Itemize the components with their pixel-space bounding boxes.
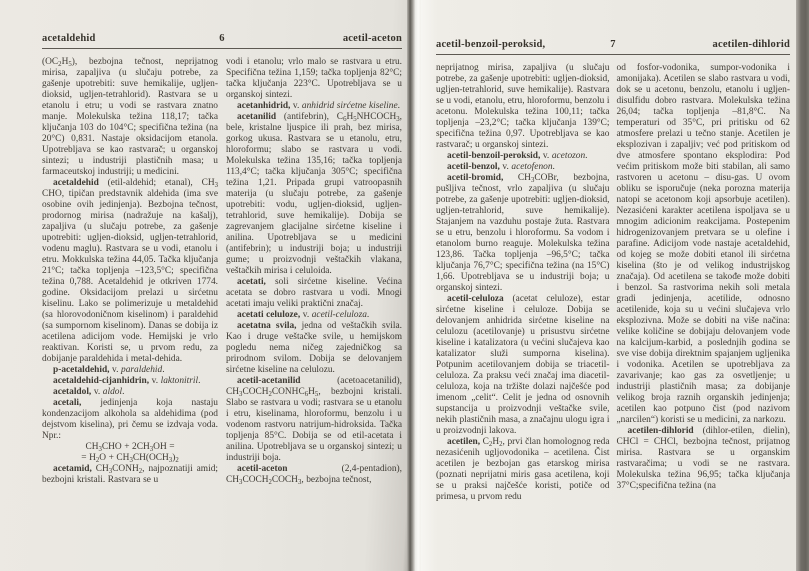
running-head-right-title: acetil-aceton	[342, 33, 402, 44]
page-number: 6	[219, 33, 225, 44]
dictionary-paragraph: $CH_3CHO + 2CH_3OH$ =	[85, 442, 175, 453]
dictionary-paragraph: acetati celuloze, v. acetil-celuloza.	[237, 310, 370, 320]
dictionary-paragraph: acetaldol, v. aldol.	[53, 387, 125, 397]
dictionary-paragraph: acetil-bromid, $CH_3COBr$, bezbojna, pušljiva tečnost, vrlo zapaljiva (u slučaju potrebe, za gašenje upotrebiti: ugljen-dioksid, ugljen-tetrahlorid, suve hemikalije). Stajanjem na vazduhu postaje žuta. Rastvara se u etru, benzolu i hloroformu. Sa vodom i etanolom burno reaguje. Molekulska težina 123,86. Tačka topljenja –96,5°C; tačka ključanja 76,7°C; specifična težina (na 15°C) 1,66. Upotrebljava se u industriji boja; u organskoj sintezi.	[436, 173, 610, 293]
dictionary-paragraph: $(OC_2H_5)$, bezbojna tečnost, neprijatnog mirisa, zapaljiva (u slučaju potrebe, za gašenje upotrebiti: suve hemikalije, ugljen-dioksid, ugljen-tetrahlorid). Rastvara se u etanolu i etru; u vodi se rastvara znatno manje. Molekulska težina 118,17; tačka ključanja 103 do 104°C; specifična težina (na 20°C) 0,831. Nastaje oksidacijom etanola. Upotrebljava se kao rastvarač; u organskoj sintezi; u industriji plastičnih masa; u farmaceutskoj industriji; u medicini.	[42, 57, 218, 177]
dictionary-paragraph: vodi i etanolu; vrlo malo se rastvara u etru. Specifična težina 1,159; tačka topljenja 82°C; tačka ključanja 223°C. Upotrebljava se u organskoj sintezi.	[226, 57, 402, 100]
right-page-running-head	[436, 39, 790, 50]
dictionary-paragraph: acetilen, $C_2H_2$, prvi član homolognog reda nezasićenih ugljovodonika – acetilena. Čist acetilen je bezbojan gas etarskog mirisa (poznati neprijatni miris gasa acetilena, koji se u praksi najčešće koristi, potiče od primesa, u prvom redu	[436, 437, 610, 502]
dictionary-paragraph: acetali, jedinjenja koja nastaju kondenzacijom alkohola sa aldehidima (pod dejstvom kiselina), pri čemu se izdvaja voda. Npr.:	[42, 398, 218, 441]
dictionary-paragraph: acetaldehid (etil-aldehid; etanal), $CH_3$ CHO, tipičan predstavnik aldehida (ima sve osobine ovih jedinjenja). Bezbojna tečnost, prodornog mirisa (nadražuje na kašalj), zapaljiva (u slučaju potrebe, za gašenje upotrebiti: ugljen-dioksid, ugljen-tetrahlorid, vodenu maglu). Rastvara se u vodi, etanolu i etru. Mokkulska težina 44,05. Tačka ključanja 21°C; tačka topljenja –123,5°C; specifična težina 0,788. Acetaldehid je otkriven 1774. godine. Oksidacijom prelazi u sirćetnu kiselinu. Lako se polimerizuje u metaldehid (sa hlorovodoničnom kiselinom) i paraldehid (sa sumpornom kiselinom). Danas se dobija iz acetilena adicijom vode. Hemijski je vrlo reaktivan. Koristi se, u prvom redu, za dobijanje paraldehida i metal-dehida.	[42, 178, 218, 364]
text-columns	[42, 57, 402, 486]
dictionary-paragraph: = $H_2O + CH_3CH(OCH_3)_2$	[81, 453, 179, 464]
dictionary-paragraph: acetaldehid-cijanhidrin, v. laktonitril.	[53, 376, 201, 386]
running-head-left-title: acetil-benzoil-peroksid,	[436, 39, 546, 50]
dictionary-paragraph: acetilen-dihlorid (dihlor-etilen, dielin), CHCl = CHCl, bezbojna tečnost, prijatnog mirisa. Rastvara se u organskim rastvaračima; u vodi se ne rastvara. Molekulska težina 96,95; tačka ključanja 37°C;specifična težina (na	[616, 426, 790, 491]
dictionary-paragraph: neprijatnog mirisa, zapaljiva (u slučaju potrebe, za gašenje upotrebiti: ugljen-dioksid, ugljen-tetrahlorid, suve hemikalije). Rastvara se u vodi, etanolu, etru, hloroformu, benzolu i acetonu. Molekulska težina 100,11; tačka topljenja –23,2°C; tačka ključanja 139°C; specifična težina 0,97. Upotrebljava se kao rastvarač; u organskoj sintezi.	[436, 63, 610, 150]
left-page-running-head	[42, 33, 402, 44]
left-page-column-1	[42, 57, 218, 486]
page-number: 7	[610, 39, 616, 50]
dictionary-paragraph: acetanilid (antifebrin), $C_6H_5NHCOCH_3$, bele, kristalne ljuspice ili prah, bez mirisa, gorkog ukusa. Rastvara se u etanolu, etru, hloroformu; slabo se rastvara u vodi. Molekulska težina 135,16; tačka topljenja 113,4°C; tačka ključanja 305°C; specifična težina 1,21. Pripada grupi vatroopasnih materija (u slučaju potrebe, za gašenje upotrebiti: vodu, ugljen-dioksid, ugljen-tetrahlorid, suve hemikalije). Dobija se zagrevanjem glacijalne sirćetne kiseline i anilina. Upotrebljava se u medicini (antifebrin); u industriji boja; u industriji gume; u proizvodnji veštačkih vlakana, veštačkih mirisa i celuloida.	[226, 112, 402, 276]
header-rule	[436, 54, 790, 55]
dictionary-paragraph: acetamid, $CH_3CONH_2$, najpoznatiji amid; bezbojni kristali. Rastvara se u	[42, 464, 218, 485]
dictionary-paragraph: p-acetaldehid, v. paraldehid.	[53, 365, 165, 375]
book-page-edge	[796, 0, 809, 571]
running-head-left-title: acetaldehid	[42, 33, 96, 44]
text-columns	[436, 63, 790, 503]
dictionary-paragraph: acetil-benzoil-peroksid, v. acetozon.	[447, 151, 588, 161]
header-rule	[42, 48, 402, 49]
dictionary-paragraph: acetanhidrid, v. anhidrid sirćetne kiseline.	[237, 101, 400, 111]
dictionary-paragraph: acetati, soli sirćetne kiseline. Većina acetata se dobro rastvara u vodi. Mnogi acetati imaju veliki praktični značaj.	[226, 277, 402, 309]
dictionary-paragraph: acetil-celuloza (acetat celuloze), estar sirćetne kiseline i celuloze. Dobija se delovanjem anhidrida sirćetne kiseline na celulozu (acetilovanje) u prisustvu sirćetne kiseline i katalizatora (u većini slučajeva kao katalizator služi sumporna kiselina). Potpunim acetilovanjem dobija se triacetil-celuloza. Za praksu veći značaj ima diacetil-celuloza, koja na tržište dolazi najčešće pod imenom „celit“. Celit je jedna od osnovnih supstancija u proizvodnji veštačke svile, nekih plastičnih masa, a značajnu ulogu igra i u proizvodnji lakova.	[436, 294, 610, 436]
running-head-right-title: acetilen-dihlorid	[712, 39, 790, 50]
right-page	[421, 0, 796, 571]
dictionary-paragraph: acetatna svila, jedna od veštačkih svila. Kao i druge veštačke svile, u hemijskom pogledu nema ničeg zajedničkog sa prirodnom svilom. Dobija se delovanjem sirćetne kiseline na celulozu.	[226, 321, 402, 375]
left-page-column-2	[226, 57, 402, 486]
right-page-column-2	[617, 63, 791, 503]
dictionary-paragraph: acetil-benzol, v. acetofenon.	[447, 162, 555, 172]
right-page-column-1	[436, 63, 610, 503]
dictionary-paragraph: acetil-aceton (2,4-pentadion), $CH_3COCH_2COCH_3$, bezbojna tečnost,	[226, 464, 402, 486]
book-gutter-shadow	[407, 0, 421, 571]
dictionary-paragraph: acetil-acetanilid (acetoacetanilid), $CH_3COCH_2CONHC_6H_5$, bezbojni kristali. Slabo se rastvara u vodi; rastvara se u etanolu i etru, kiselinama, hloroformu, benzolu i u vodenom rastvoru natrijum-hidroksida. Tačka topljenja 85°C. Dobija se od etil-acetata i anilina. Upotrebljava se u organskoj sintezi; u industriji boja.	[226, 376, 402, 463]
dictionary-paragraph: od fosfor-vodonika, sumpor-vodonika i amonijaka). Acetilen se slabo rastvara u vodi, dok se u acetonu, benzolu, etanolu i ugljen-disulfidu dobro rastvara. Molekulska težina 26,04; tačka topljenja –81,8°C. Na temperaturi od 35°C, pri pritisku od 62 atmosfere prelazi u tečno stanje. Acetilen je eksplozivan i zapaljiv; već pod pritiskom od dve atmosfere spontano eksplodira: Pod većim pritiskom može biti stabilan, ali samo rastvoren u acetonu – disu-gas. U ovom obliku se isporučuje (neka porozna materija natopi se acetonom koji apsorbuje acetilen). Nezasićeni karakter acetilena ispoljava se u mnogim adicionim reakcijama. Postepenim hidrogenizovanjem pretvara se u olefine i parafine. Adicijom vode nastaje acetaldehid, od kojeg se može dobiti etanol ili sirćetna kiselina (što je od velikog industrijskog značaja). Od acetilena se takođe može dobiti i benzol. Sa rastvorima nekih soli metala gradi jedinjenja, acetilide, odnosno acetilenide, koja su u većini slučajeva vrlo eksplozivna. Može se dobiti na više načina: velike količine se dobijaju delovanjem vode na kalcijum-karbid, a poslednjih godina se sve vise dobija direktnim spajanjem ugljenika i vodonika. Acetilen se upotrebljava za zavarivanje; kao gas za osvetljenje; u industriji plastičnih masa; za dobijanje velikog broja raznih organskih jedinjenja; acetilen kao potpuno čist (pod nazivom „narcilen“) koristi se u medicini, za narkozu.	[616, 63, 790, 425]
